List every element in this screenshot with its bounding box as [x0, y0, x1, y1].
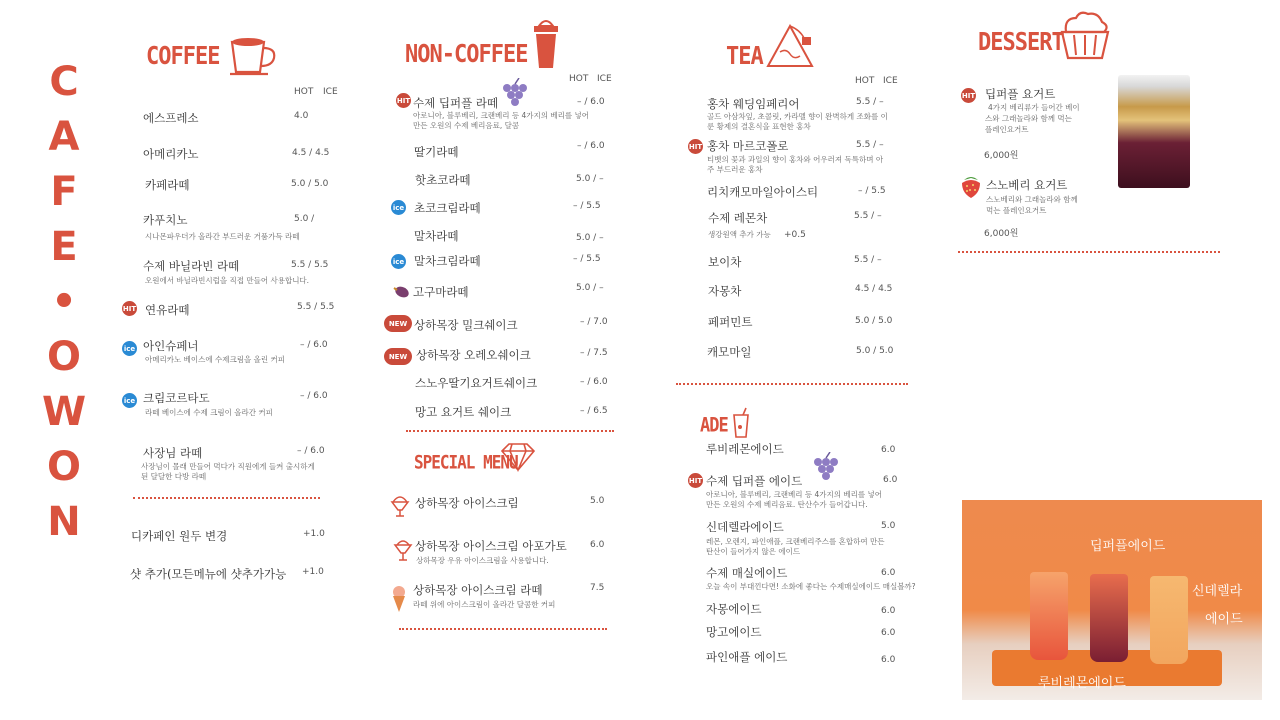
- affogato-icon: [393, 535, 413, 563]
- menu-item-price: – / 7.5: [580, 348, 608, 358]
- menu-item-price: 6.0: [881, 445, 896, 455]
- brand-letter: •: [51, 279, 77, 325]
- coffee-title: COFFEE: [146, 42, 220, 71]
- sweet-potato-icon: [392, 285, 410, 299]
- menu-item-price: 7.5: [590, 583, 605, 593]
- hit-badge: HIT: [688, 473, 703, 488]
- menu-item-desc: 오원에서 바닐라빈시럽을 직접 만들어 사용합니다.: [145, 276, 310, 285]
- menu-item-name: 파인애플 에이드: [706, 650, 788, 664]
- noncoffee-title: NON-COFFEE: [405, 40, 528, 69]
- grapes-icon: [497, 78, 537, 110]
- special-menu-title: SPECIAL MENU: [414, 451, 518, 473]
- menu-item-name: 수제 딥퍼플 라떼: [413, 96, 499, 110]
- menu-item-price: 5.0 / 5.0: [856, 346, 894, 356]
- menu-item-price: 5.0: [590, 496, 605, 506]
- menu-item-price: 5.0 / –: [576, 233, 604, 243]
- menu-item-price: 5.5 / –: [856, 140, 884, 150]
- menu-item-name: 망고에이드: [706, 625, 762, 639]
- ade-photo-glass: [1090, 574, 1128, 662]
- new-badge: NEW: [384, 348, 412, 365]
- menu-item-price: 6.0: [590, 540, 605, 550]
- menu-item-price: 5.5 / 5.5: [297, 302, 335, 312]
- dessert-item-price: 6,000원: [984, 229, 1019, 239]
- menu-item-desc: 라떼 위에 아이스크림이 올라간 달콤한 커피: [413, 600, 556, 609]
- menu-item-price: – / 6.0: [577, 97, 605, 107]
- brand-letter: O: [46, 444, 81, 490]
- ice-cream-cone-icon: [391, 584, 407, 614]
- menu-item-name: 홍차 마르코폴로: [707, 139, 789, 153]
- brand-vertical-logo: [38, 55, 90, 550]
- menu-item-price: – / 6.0: [297, 446, 325, 456]
- tea-hot-header: HOT: [855, 76, 875, 86]
- menu-item-price: 4.5 / 4.5: [855, 284, 893, 294]
- hit-badge: HIT: [961, 88, 976, 103]
- menu-item-name: 연유라떼: [145, 303, 190, 317]
- drink-cup-icon: [530, 16, 562, 70]
- ice-badge: ice: [122, 393, 137, 408]
- menu-item-name: 페퍼민트: [708, 315, 753, 329]
- menu-item-desc: 된 달달한 다방 라떼: [141, 472, 207, 481]
- menu-item-price: – / 5.5: [573, 254, 601, 264]
- menu-item-name: 망고 요거트 쉐이크: [415, 405, 512, 419]
- menu-item-name: 고구마라떼: [413, 285, 469, 299]
- menu-item-price: 6.0: [881, 628, 896, 638]
- extra-option-price: +1.0: [303, 529, 325, 539]
- brand-letter: A: [48, 114, 80, 160]
- menu-item-price: – / 7.0: [580, 317, 608, 327]
- section-divider: [958, 251, 1220, 253]
- section-divider: [406, 430, 614, 432]
- dessert-item-desc: 스노베리와 그래놀라와 함께: [986, 195, 1078, 204]
- menu-item-desc: 상하목장 우유 아이스크림을 사용합니다.: [416, 556, 549, 565]
- menu-item-price: 6.0: [883, 475, 898, 485]
- menu-item-name: 스노우딸기요거트쉐이크: [415, 376, 538, 390]
- grapes-icon: [808, 452, 848, 484]
- hit-badge: HIT: [688, 139, 703, 154]
- dessert-title: DESSERT: [978, 28, 1064, 57]
- menu-item-price: 5.0 /: [294, 214, 315, 224]
- menu-item-name: 상하목장 아이스크림 아포가토: [415, 539, 567, 553]
- coffee-hot-header: HOT: [294, 87, 314, 97]
- menu-item-name: 말차크림라떼: [414, 254, 481, 268]
- strawberry-icon: [960, 175, 982, 199]
- menu-item-name: 수제 딥퍼플 에이드: [706, 474, 803, 488]
- extra-option-price: +1.0: [302, 567, 324, 577]
- menu-item-desc: 주 부드러운 홍차: [707, 165, 763, 174]
- menu-item-desc: 레몬, 오렌지, 파인애플, 크랜베리주스를 혼합하여 만든: [706, 537, 885, 546]
- coffee-ice-header: ICE: [323, 87, 338, 97]
- tea-bag-icon: [764, 22, 820, 70]
- menu-item-name: 상하목장 아이스크림: [415, 496, 519, 510]
- menu-item-desc: 시나몬파우더가 올라간 부드러운 거품가득 라떼: [145, 232, 300, 241]
- dessert-item-desc: 스와 그래놀라와 함께 먹는: [985, 114, 1072, 123]
- dessert-item-price: 6,000원: [984, 151, 1019, 161]
- ade-photo-glass: [1030, 572, 1068, 660]
- tea-ice-header: ICE: [883, 76, 898, 86]
- menu-item-name: 초코크림라떼: [414, 201, 481, 215]
- menu-item-name: 카푸치노: [143, 213, 188, 227]
- menu-item-name: 사장님 라떼: [143, 446, 203, 460]
- new-badge: NEW: [384, 315, 412, 332]
- extra-option-name: 샷 추가(모든메뉴에 샷추가가능: [130, 567, 287, 581]
- menu-item-price: 5.0 / –: [576, 283, 604, 293]
- menu-item-desc: 룬 황제의 결혼식을 표현한 홍차: [707, 122, 811, 131]
- section-divider: [399, 628, 607, 630]
- coffee-cup-icon: [228, 36, 282, 78]
- menu-item-name: 아메리카노: [143, 147, 199, 161]
- ice-badge: ice: [391, 200, 406, 215]
- ade-photo-label: 루비레몬에이드: [1038, 676, 1126, 691]
- noncoffee-hot-header: HOT: [569, 74, 589, 84]
- menu-item-price: 5.0 / 5.0: [855, 316, 893, 326]
- menu-item-name: 말차라떼: [414, 229, 459, 243]
- menu-item-desc: 오늘 속이 부대낀다면! 소화에 좋다는 수제매실에이드 매실볼까?: [706, 582, 916, 591]
- brand-letter: O: [46, 334, 81, 380]
- menu-item-price: 5.0 / 5.0: [291, 179, 329, 189]
- menu-item-name: 보이차: [708, 255, 742, 269]
- menu-item-price: 6.0: [881, 606, 896, 616]
- menu-item-name: 수제 바닐라빈 라떼: [143, 259, 240, 273]
- menu-item-name: 리치캐모마일아이스티: [707, 185, 819, 199]
- menu-item-price: 5.5 / –: [854, 211, 882, 221]
- menu-item-name: 수제 레몬차: [708, 211, 768, 225]
- ade-title: ADE: [700, 414, 728, 437]
- menu-item-price: 6.0: [881, 568, 896, 578]
- menu-item-name: 홍차 웨딩임페리어: [707, 97, 800, 111]
- hit-badge: HIT: [122, 301, 137, 316]
- dessert-item-name: 딥퍼플 요거트: [985, 87, 1056, 101]
- menu-item-price: 5.5 / –: [854, 255, 882, 265]
- menu-item-name: 딸기라떼: [414, 145, 459, 159]
- menu-item-desc: 티벳의 꽃과 과일의 향이 홍차와 어우러져 독특하며 아: [707, 155, 884, 164]
- brand-letter: E: [50, 224, 78, 270]
- menu-item-desc: 만든 오원의 수제 베리음료. 탄산수가 들어갑니다.: [706, 500, 868, 509]
- diamond-icon: [500, 442, 536, 472]
- menu-item-desc: 골드 아삼차잎, 초콜릿, 카라멜 향이 완벽하게 조화를 이: [707, 112, 888, 121]
- menu-item-name: 수제 매실에이드: [706, 566, 788, 580]
- menu-item-price: 5.5 / 5.5: [291, 260, 329, 270]
- section-divider: [133, 497, 320, 499]
- menu-item-desc: 라떼 베이스에 수제 크림이 올라간 커피: [145, 408, 273, 417]
- ice-badge: ice: [391, 254, 406, 269]
- menu-item-price: 5.0 / –: [576, 174, 604, 184]
- tea-title: TEA: [726, 42, 763, 71]
- dessert-item-desc: 4가지 베리류가 들어간 베이: [988, 103, 1080, 112]
- menu-item-desc: 사장님이 몰래 만들어 먹다가 직원에게 들켜 출시하게: [141, 462, 315, 471]
- menu-item-price: 5.0: [881, 521, 896, 531]
- menu-item-price: 4.5 / 4.5: [292, 148, 330, 158]
- menu-item-desc: 만든 오원의 수제 베리음료, 달콤: [413, 121, 520, 130]
- menu-item-price: – / 6.0: [300, 391, 328, 401]
- ice-badge: ice: [122, 341, 137, 356]
- sundae-icon: [390, 490, 410, 518]
- brand-letter: C: [49, 59, 79, 105]
- menu-item-name: 신데렐라에이드: [706, 520, 784, 534]
- ade-photo-glass: [1150, 576, 1188, 664]
- dessert-item-name: 스노베리 요거트: [986, 178, 1068, 192]
- menu-item-price: 5.5 / –: [856, 97, 884, 107]
- dessert-photo: [1118, 75, 1190, 188]
- menu-item-desc: 아메리카노 베이스에 수제크림을 올린 커피: [145, 355, 285, 364]
- menu-item-price: 4.0: [294, 111, 309, 121]
- ade-photo: [962, 500, 1262, 700]
- ade-photo-label: 에이드: [1205, 612, 1243, 627]
- menu-item-desc: 아로니아, 블루베리, 크랜베리 등 4가지의 베리를 넣어: [413, 111, 589, 120]
- menu-item-desc: 생강원액 추가 가능: [708, 230, 771, 239]
- ade-photo-label: 신데렐라: [1192, 584, 1243, 599]
- menu-item-name: 자몽에이드: [706, 602, 762, 616]
- menu-item-desc: 아로니아, 블루베리, 크랜베리 등 4가지의 베리를 넣어: [706, 490, 882, 499]
- menu-item-price: 6.0: [881, 655, 896, 665]
- menu-item-name: 루비레몬에이드: [706, 442, 784, 456]
- brand-letter: N: [47, 499, 81, 545]
- menu-item-name: 핫초코라떼: [415, 173, 471, 187]
- menu-item-name: 상하목장 아이스크림 라떼: [413, 583, 543, 597]
- ade-glass-icon: [731, 407, 751, 439]
- menu-item-name: 에스프레소: [143, 111, 199, 125]
- ade-photo-label: 딥퍼플에이드: [1090, 539, 1166, 554]
- menu-item-price: – / 6.5: [580, 406, 608, 416]
- section-divider: [676, 383, 908, 385]
- brand-letter: F: [50, 169, 78, 215]
- brand-letter: W: [41, 389, 87, 435]
- menu-item-name: 자몽차: [708, 284, 742, 298]
- noncoffee-ice-header: ICE: [597, 74, 612, 84]
- menu-item-price: – / 6.0: [580, 377, 608, 387]
- menu-item-price: – / 6.0: [300, 340, 328, 350]
- menu-item-price: – / 5.5: [858, 186, 886, 196]
- menu-item-name: 상하목장 오레오쉐이크: [416, 348, 531, 362]
- menu-item-extra-price: +0.5: [784, 230, 806, 240]
- menu-item-price: – / 6.0: [577, 141, 605, 151]
- menu-item-name: 크림코르타도: [143, 391, 210, 405]
- extra-option-name: 디카페인 원두 변경: [131, 529, 228, 543]
- menu-item-desc: 탄산이 들어가지 않은 에이드: [706, 547, 801, 556]
- cupcake-icon: [1058, 8, 1112, 60]
- menu-item-name: 캐모마일: [707, 345, 752, 359]
- dessert-item-desc: 플레인요거트: [985, 125, 1029, 134]
- hit-badge: HIT: [396, 93, 411, 108]
- dessert-item-desc: 먹는 플레인요거트: [986, 206, 1047, 215]
- menu-item-name: 상하목장 밀크쉐이크: [414, 318, 518, 332]
- menu-item-name: 아인슈페너: [143, 339, 199, 353]
- menu-item-name: 카페라떼: [145, 178, 190, 192]
- menu-item-price: – / 5.5: [573, 201, 601, 211]
